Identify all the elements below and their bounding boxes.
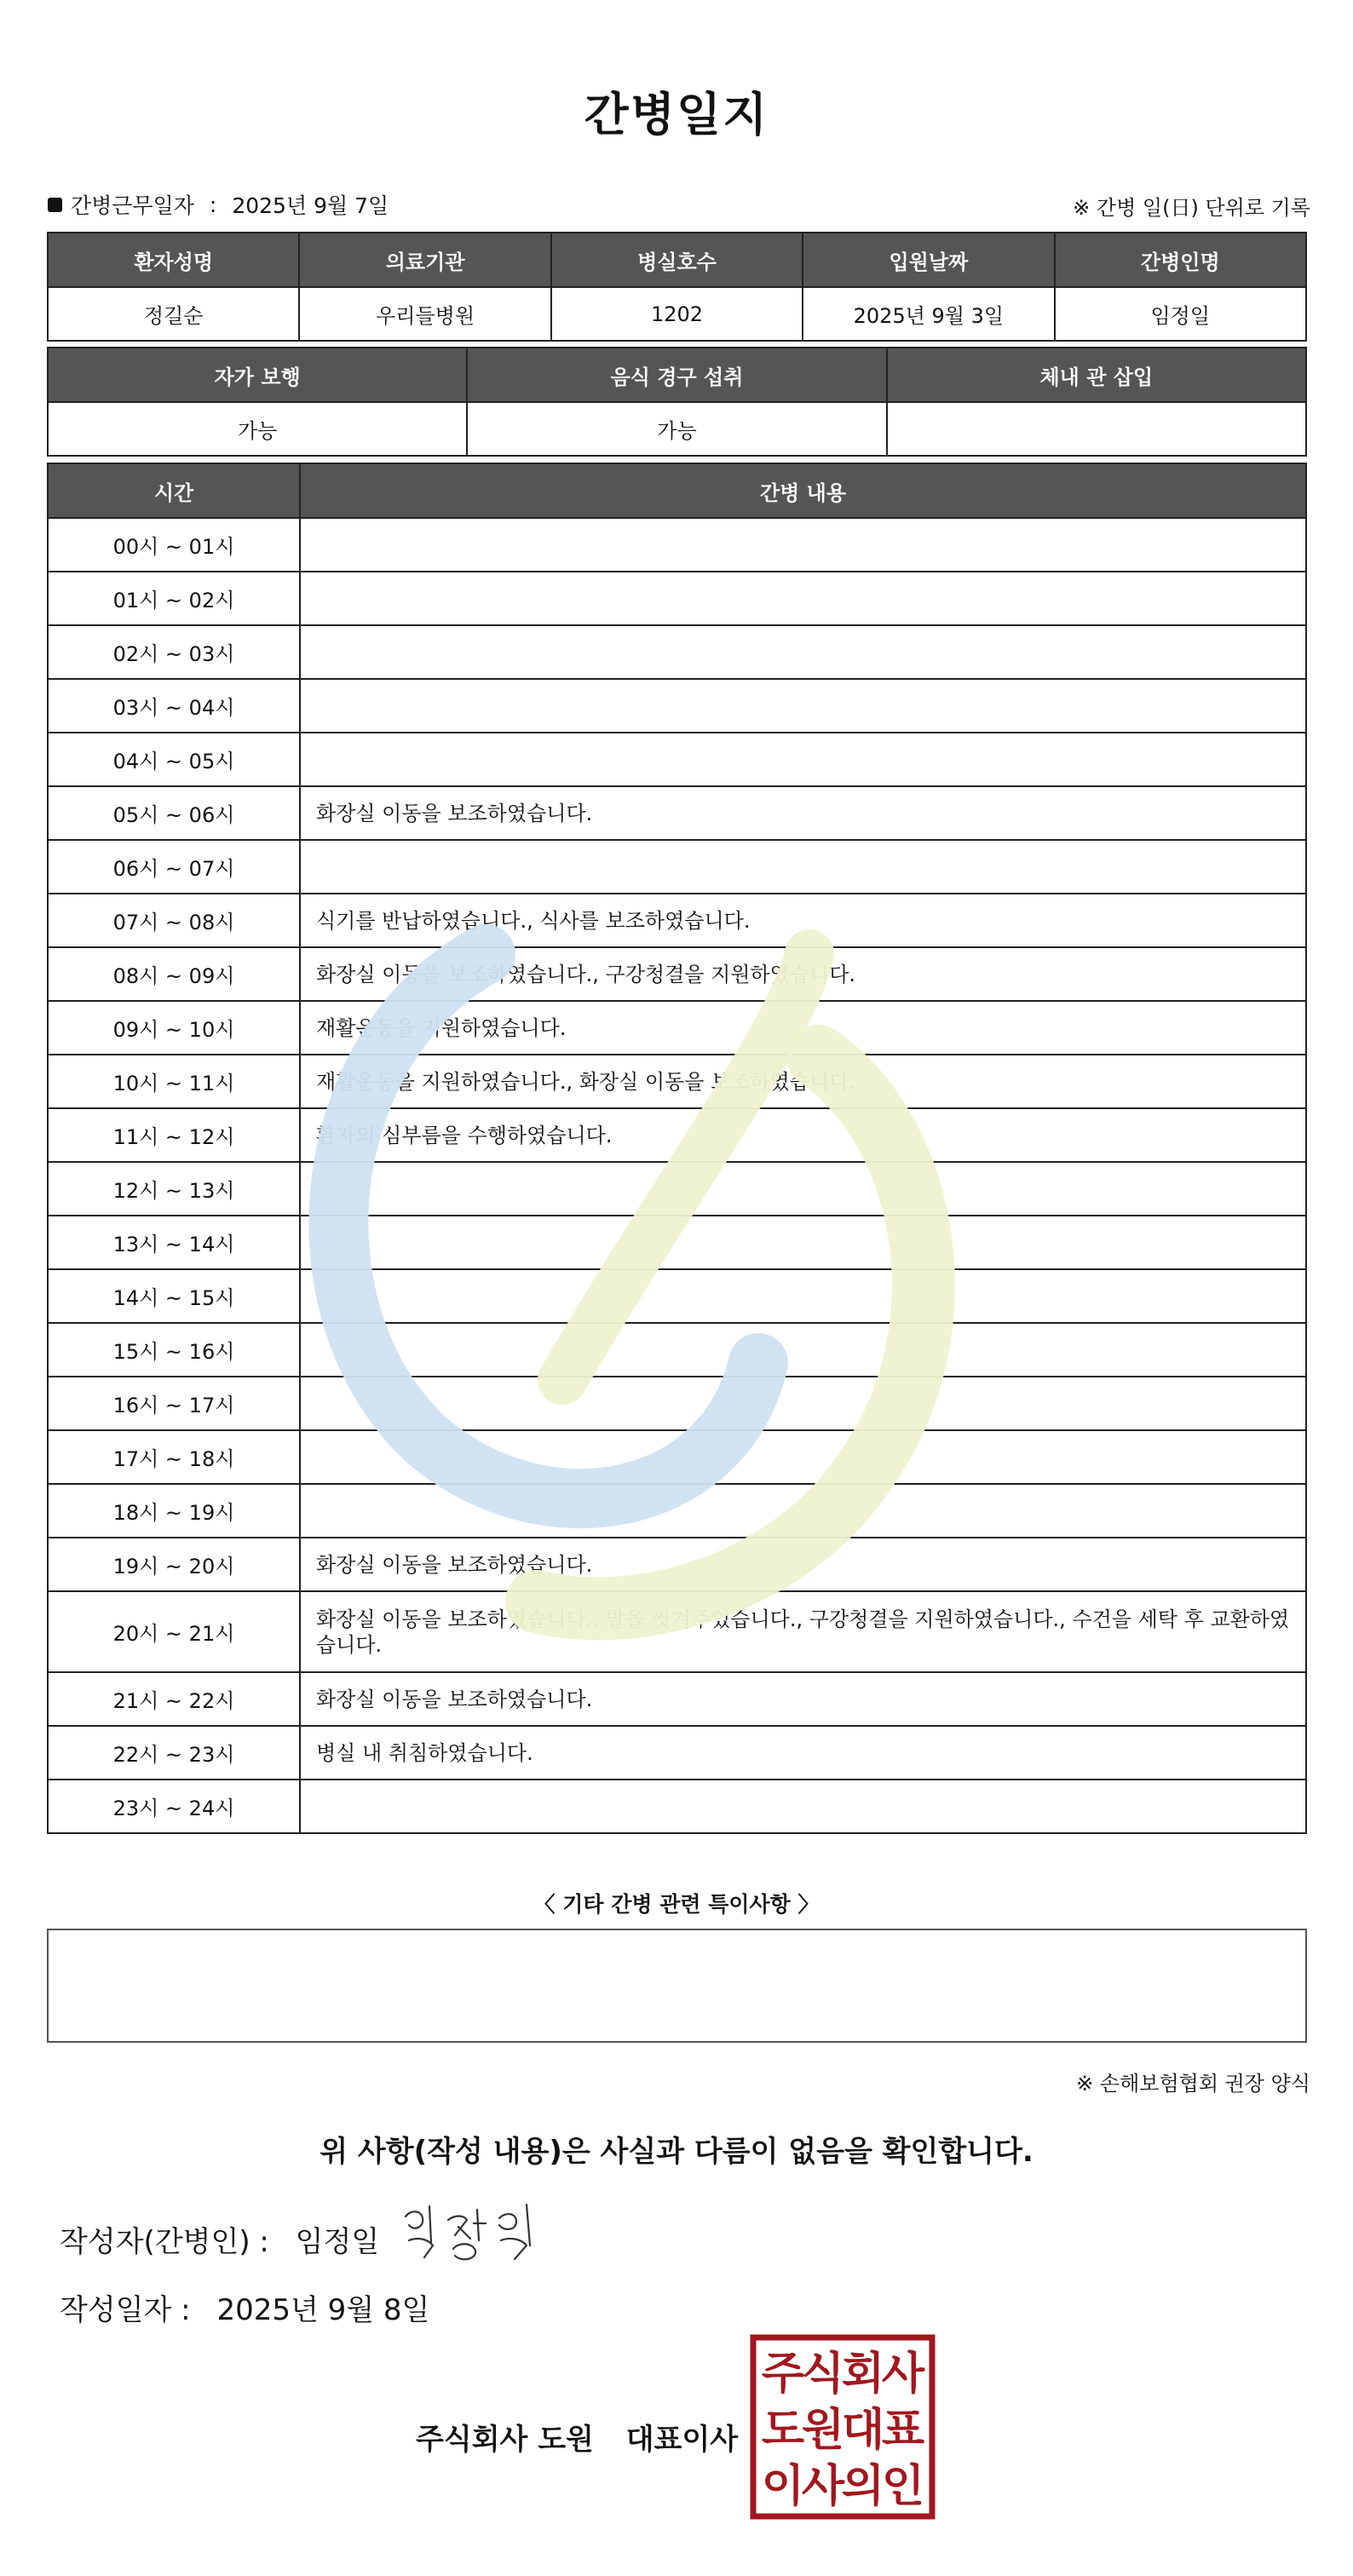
svg-text:이: 이 [761,2461,805,2512]
care-log-row [48,625,1306,679]
care-log-row [48,786,1306,840]
svg-text:회: 회 [841,2349,885,2400]
remarks-title: 〈 기타 간병 관련 특이사항 〉 [533,1892,820,1917]
svg-text:사: 사 [801,2461,845,2512]
svg-text:주: 주 [761,2349,805,2400]
care-log-content: 화장실 이동을 보조하였습니다. [300,786,1306,840]
writer-label: 작성자(간병인) : [60,2225,269,2259]
care-log-row [48,1108,1306,1162]
care-log-time: 04시 ~ 05시 [48,733,300,786]
work-date-label: 간병근무일자 [71,193,194,218]
care-log-time: 14시 ~ 15시 [48,1269,300,1323]
care-log-time: 05시 ~ 06시 [48,786,300,840]
care-log-content: 환자의 심부름을 수행하였습니다. [300,1108,1306,1162]
header-caregiver-name: 간병인명 [1055,233,1306,287]
care-log-content [300,1216,1306,1269]
care-log-content: 식기를 반납하였습니다., 식사를 보조하였습니다. [300,894,1306,947]
daily-record-note: ※ 간병 일(日) 단위로 기록 [1073,196,1310,220]
caregiver-name: 임정일 [1055,287,1306,341]
care-log-time: 17시 ~ 18시 [48,1430,300,1484]
care-log-row [48,1484,1306,1538]
header-care-content: 간병 내용 [300,463,1306,518]
admission-date: 2025년 9월 3일 [803,287,1054,341]
care-log-content [300,1780,1306,1833]
header-room-number: 병실호수 [551,233,803,287]
care-log-time: 21시 ~ 22시 [48,1672,300,1726]
care-log-content [300,518,1306,572]
care-log-content [300,1269,1306,1323]
care-log-content [300,572,1306,625]
written-date-line [60,2286,429,2328]
care-log-row [48,518,1306,572]
care-log-content: 재활운동을 지원하였습니다., 화장실 이동을 보조하였습니다. [300,1055,1306,1108]
patient-status-table [47,347,1307,457]
remarks-box [47,1929,1307,2043]
care-log-row [48,1269,1306,1323]
care-log-time: 18시 ~ 19시 [48,1484,300,1538]
care-log-time: 02시 ~ 03시 [48,625,300,679]
care-log-content [300,1430,1306,1484]
header-admission-date: 입원날짜 [803,233,1054,287]
care-log-time: 22시 ~ 23시 [48,1726,300,1780]
form-source-note: ※ 손해보험협회 권장 양식 [1076,2072,1310,2096]
care-log-row [48,1001,1306,1055]
patient-info-value-row [48,287,1306,341]
svg-text:대: 대 [841,2405,885,2456]
patient-info-table [47,232,1307,342]
care-log-time: 20시 ~ 21시 [48,1591,300,1672]
care-log-content: 화장실 이동을 보조하였습니다. [300,1538,1306,1591]
care-log-row [48,947,1306,1001]
care-log-content [300,1377,1306,1430]
care-log-time: 11시 ~ 12시 [48,1108,300,1162]
care-log-row [48,1162,1306,1216]
patient-status-header-row [48,348,1306,402]
care-log-time: 01시 ~ 02시 [48,572,300,625]
room-number: 1202 [551,287,803,341]
care-log-row [48,1726,1306,1780]
care-log-time: 06시 ~ 07시 [48,840,300,894]
care-log-time: 19시 ~ 20시 [48,1538,300,1591]
care-log-header-row [48,463,1306,518]
self-walking-value: 가능 [48,402,467,456]
patient-info-header-row [48,233,1306,287]
tube-insertion-value [887,402,1306,456]
handwritten-signature [399,2198,561,2274]
work-date-line [48,189,389,220]
care-log-row [48,1780,1306,1833]
care-log-content [300,1162,1306,1216]
care-log-table [47,463,1307,1834]
header-tube-insertion: 체내 관 삽입 [887,348,1306,402]
header-self-walking: 자가 보행 [48,348,467,402]
care-log-row [48,1591,1306,1672]
care-log-time: 12시 ~ 13시 [48,1162,300,1216]
care-log-content [300,733,1306,786]
care-log-content: 화장실 이동을 보조하였습니다., 구강청결을 지원하였습니다. [300,947,1306,1001]
care-log-content: 화장실 이동을 보조하였습니다. [300,1672,1306,1726]
care-log-body [48,518,1306,1833]
care-log-content: 화장실 이동을 보조하였습니다., 발을 씻겨주었습니다., 구강청결을 지원하였습니다., 수건을 세탁 후 교환하였습니다. [300,1591,1306,1672]
writer-line [60,2218,379,2260]
care-log-row [48,572,1306,625]
company-representative-title: 대표이사 [625,2423,739,2457]
care-log-time: 03시 ~ 04시 [48,679,300,733]
care-log-row [48,1377,1306,1430]
svg-text:식: 식 [801,2349,845,2400]
care-log-content [300,1484,1306,1538]
care-log-row [48,1323,1306,1377]
care-log-content: 병실 내 취침하였습니다. [300,1726,1306,1780]
care-log-row [48,679,1306,733]
writer-name: 임정일 [295,2225,380,2259]
care-log-content: 재활운동을 지원하였습니다. [300,1001,1306,1055]
company-line [416,2416,738,2458]
svg-text:원: 원 [801,2405,845,2456]
svg-text:의: 의 [841,2461,885,2512]
svg-text:인: 인 [881,2461,925,2512]
svg-text:도: 도 [761,2405,805,2456]
svg-text:표: 표 [881,2405,925,2456]
care-log-row [48,1538,1306,1591]
care-log-row [48,733,1306,786]
care-log-time: 00시 ~ 01시 [48,518,300,572]
care-log-time: 15시 ~ 16시 [48,1323,300,1377]
care-log-content [300,679,1306,733]
care-log-content [300,625,1306,679]
care-log-time: 09시 ~ 10시 [48,1001,300,1055]
care-log-content [300,1323,1306,1377]
care-log-row [48,1055,1306,1108]
care-log-row [48,1672,1306,1726]
bullet-square-icon [48,198,62,212]
care-log-row [48,1430,1306,1484]
written-date-label: 작성일자 : [60,2293,191,2327]
header-oral-intake: 음식 경구 섭취 [467,348,886,402]
written-date-value: 2025년 9월 8일 [216,2293,430,2327]
care-log-time: 07시 ~ 08시 [48,894,300,947]
care-log-time: 13시 ~ 14시 [48,1216,300,1269]
care-log-row [48,1216,1306,1269]
care-log-row [48,840,1306,894]
page-title: 간병일지 [584,88,769,141]
care-log-row [48,894,1306,947]
patient-name: 정길순 [48,287,299,341]
svg-text:사: 사 [881,2349,925,2400]
patient-status-value-row [48,402,1306,456]
care-log-time: 10시 ~ 11시 [48,1055,300,1108]
header-patient-name: 환자성명 [48,233,299,287]
confirmation-statement: 위 사항(작성 내용)은 사실과 다름이 없음을 확인합니다. [320,2135,1033,2169]
care-log-time: 16시 ~ 17시 [48,1377,300,1430]
company-seal-stamp [750,2334,936,2520]
work-date-colon: : [209,192,217,217]
company-name: 주식회사 도원 [416,2423,594,2457]
care-log-time: 23시 ~ 24시 [48,1780,300,1833]
care-log-content [300,840,1306,894]
oral-intake-value: 가능 [467,402,886,456]
work-date-value: 2025년 9월 7일 [232,193,389,218]
header-time: 시간 [48,463,300,518]
care-log-time: 08시 ~ 09시 [48,947,300,1001]
header-hospital: 의료기관 [299,233,550,287]
hospital-name: 우리들병원 [299,287,550,341]
